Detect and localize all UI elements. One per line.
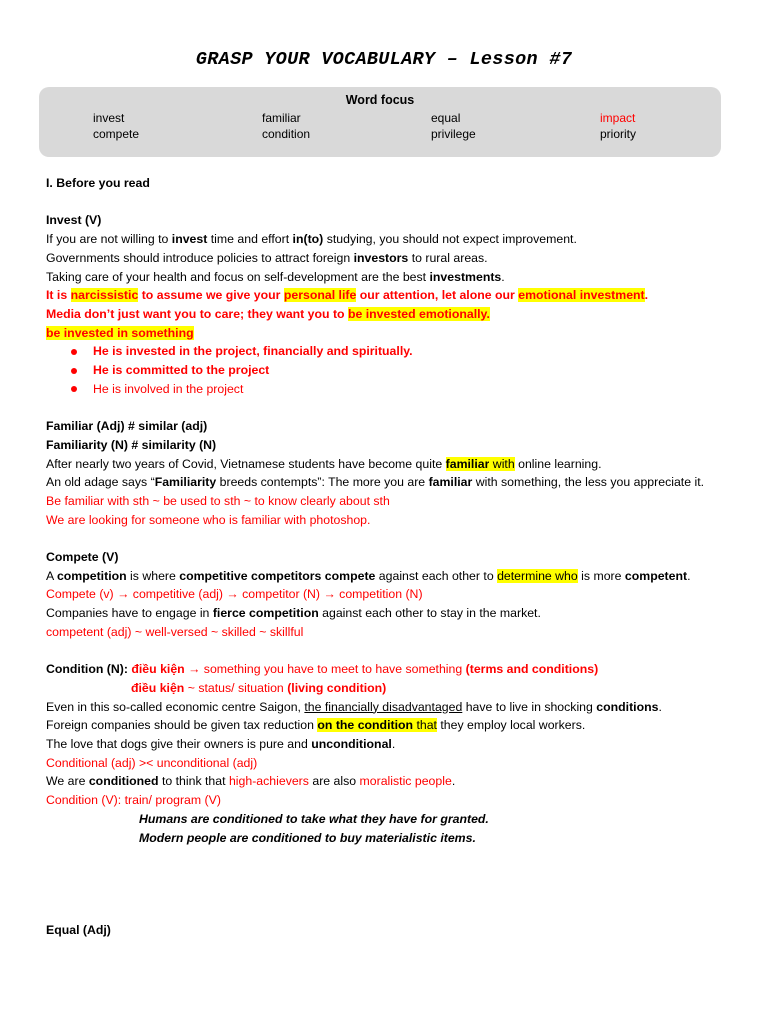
arrow-right-icon: → [226,587,239,602]
invest-example-2: Governments should introduce policies to attract foreign investors to rural areas. [46,250,488,265]
focus-word-highlighted: impact [600,111,636,125]
focus-word: priority [600,127,637,141]
invest-heading: Invest (V) [46,213,102,228]
invest-example-3: Taking care of your health and focus on self-development are the best investments. [46,269,505,284]
arrow-right-icon: → [117,587,130,602]
page-title: GRASP YOUR VOCABULARY – Lesson #7 [195,49,573,70]
word-focus-heading: Word focus [345,93,415,107]
list-item: He is invested in the project, financially and spiritually. [93,342,721,361]
list-item: He is committed to the project [93,361,721,380]
invest-example-5: Media don’t just want you to care; they want you to be invested emotionally. [46,306,490,321]
word-focus-grid [93,111,713,141]
focus-word: equal [431,111,461,125]
conditional-antonyms: Conditional (adj) >< unconditional (adj) [46,755,258,770]
condition-example-1: Even in this so-called economic centre Saigon, the financially disadvantaged have to live in shocking conditions. [46,699,662,714]
focus-word: invest [93,111,125,125]
list-item: He is involved in the project [93,380,721,399]
condition-heading: Condition (N): điều kiện → something you have to meet to have something (terms and conditions) [46,662,599,677]
familiar-example-3: We are looking for someone who is familiar with photoshop. [46,512,371,527]
condition-example-2: Foreign companies should be given tax reduction on the condition that they employ local workers. [46,718,586,733]
lesson-body [46,174,721,940]
focus-word: familiar [262,111,301,125]
compete-word-family: Compete (v) → competitive (adj) → competitor (N) → competition (N) [46,587,423,602]
arrow-right-icon: → [188,662,201,677]
condition-verb-example-2: Modern people are conditioned to buy materialistic items. [139,830,476,845]
compete-heading: Compete (V) [46,550,119,565]
focus-word: condition [262,127,311,141]
condition-example-4: We are conditioned to think that high-achievers are also moralistic people. [46,774,456,789]
compete-example-1: A competition is where competitive competitors compete against each other to determine who is more competent. [46,568,691,583]
arrow-right-icon: → [323,587,336,602]
section-heading: I. Before you read [46,176,150,190]
familiarity-heading: Familiarity (N) # similarity (N) [46,437,217,452]
condition-example-3: The love that dogs give their owners is pure and unconditional. [46,737,396,752]
condition-verb-definition: Condition (V): train/ program (V) [46,793,221,808]
focus-word: compete [93,127,140,141]
familiar-example-1: After nearly two years of Covid, Vietnamese students have become quite familiar with online learning. [46,456,602,471]
invest-collocation: be invested in something [46,325,194,340]
condition-verb-example-1: Humans are conditioned to take what they have for granted. [139,811,489,826]
equal-heading: Equal (Adj) [46,923,111,938]
familiar-definition: Be familiar with sth ~ be used to sth ~ to know clearly about sth [46,493,390,508]
invest-bullet-list [46,342,721,398]
competent-synonyms: competent (adj) ~ well-versed ~ skilled ~ skillful [46,624,304,639]
familiar-example-2: An old adage says “Familiarity breeds contempts”: The more you are familiar with something, the less you appreciate it. [46,475,705,490]
word-focus-box [39,87,721,157]
compete-example-2: Companies have to engage in fierce competition against each other to stay in the market. [46,606,541,621]
invest-example-4: It is narcissistic to assume we give your personal life our attention, let alone our emotional investment. [46,288,649,303]
familiar-heading: Familiar (Adj) # similar (adj) [46,419,208,434]
invest-example-1: If you are not willing to invest time and effort in(to) studying, you should not expect improvement. [46,232,577,247]
condition-meaning-2: điều kiện ~ status/ situation (living condition) [131,680,387,695]
focus-word: privilege [431,127,476,141]
